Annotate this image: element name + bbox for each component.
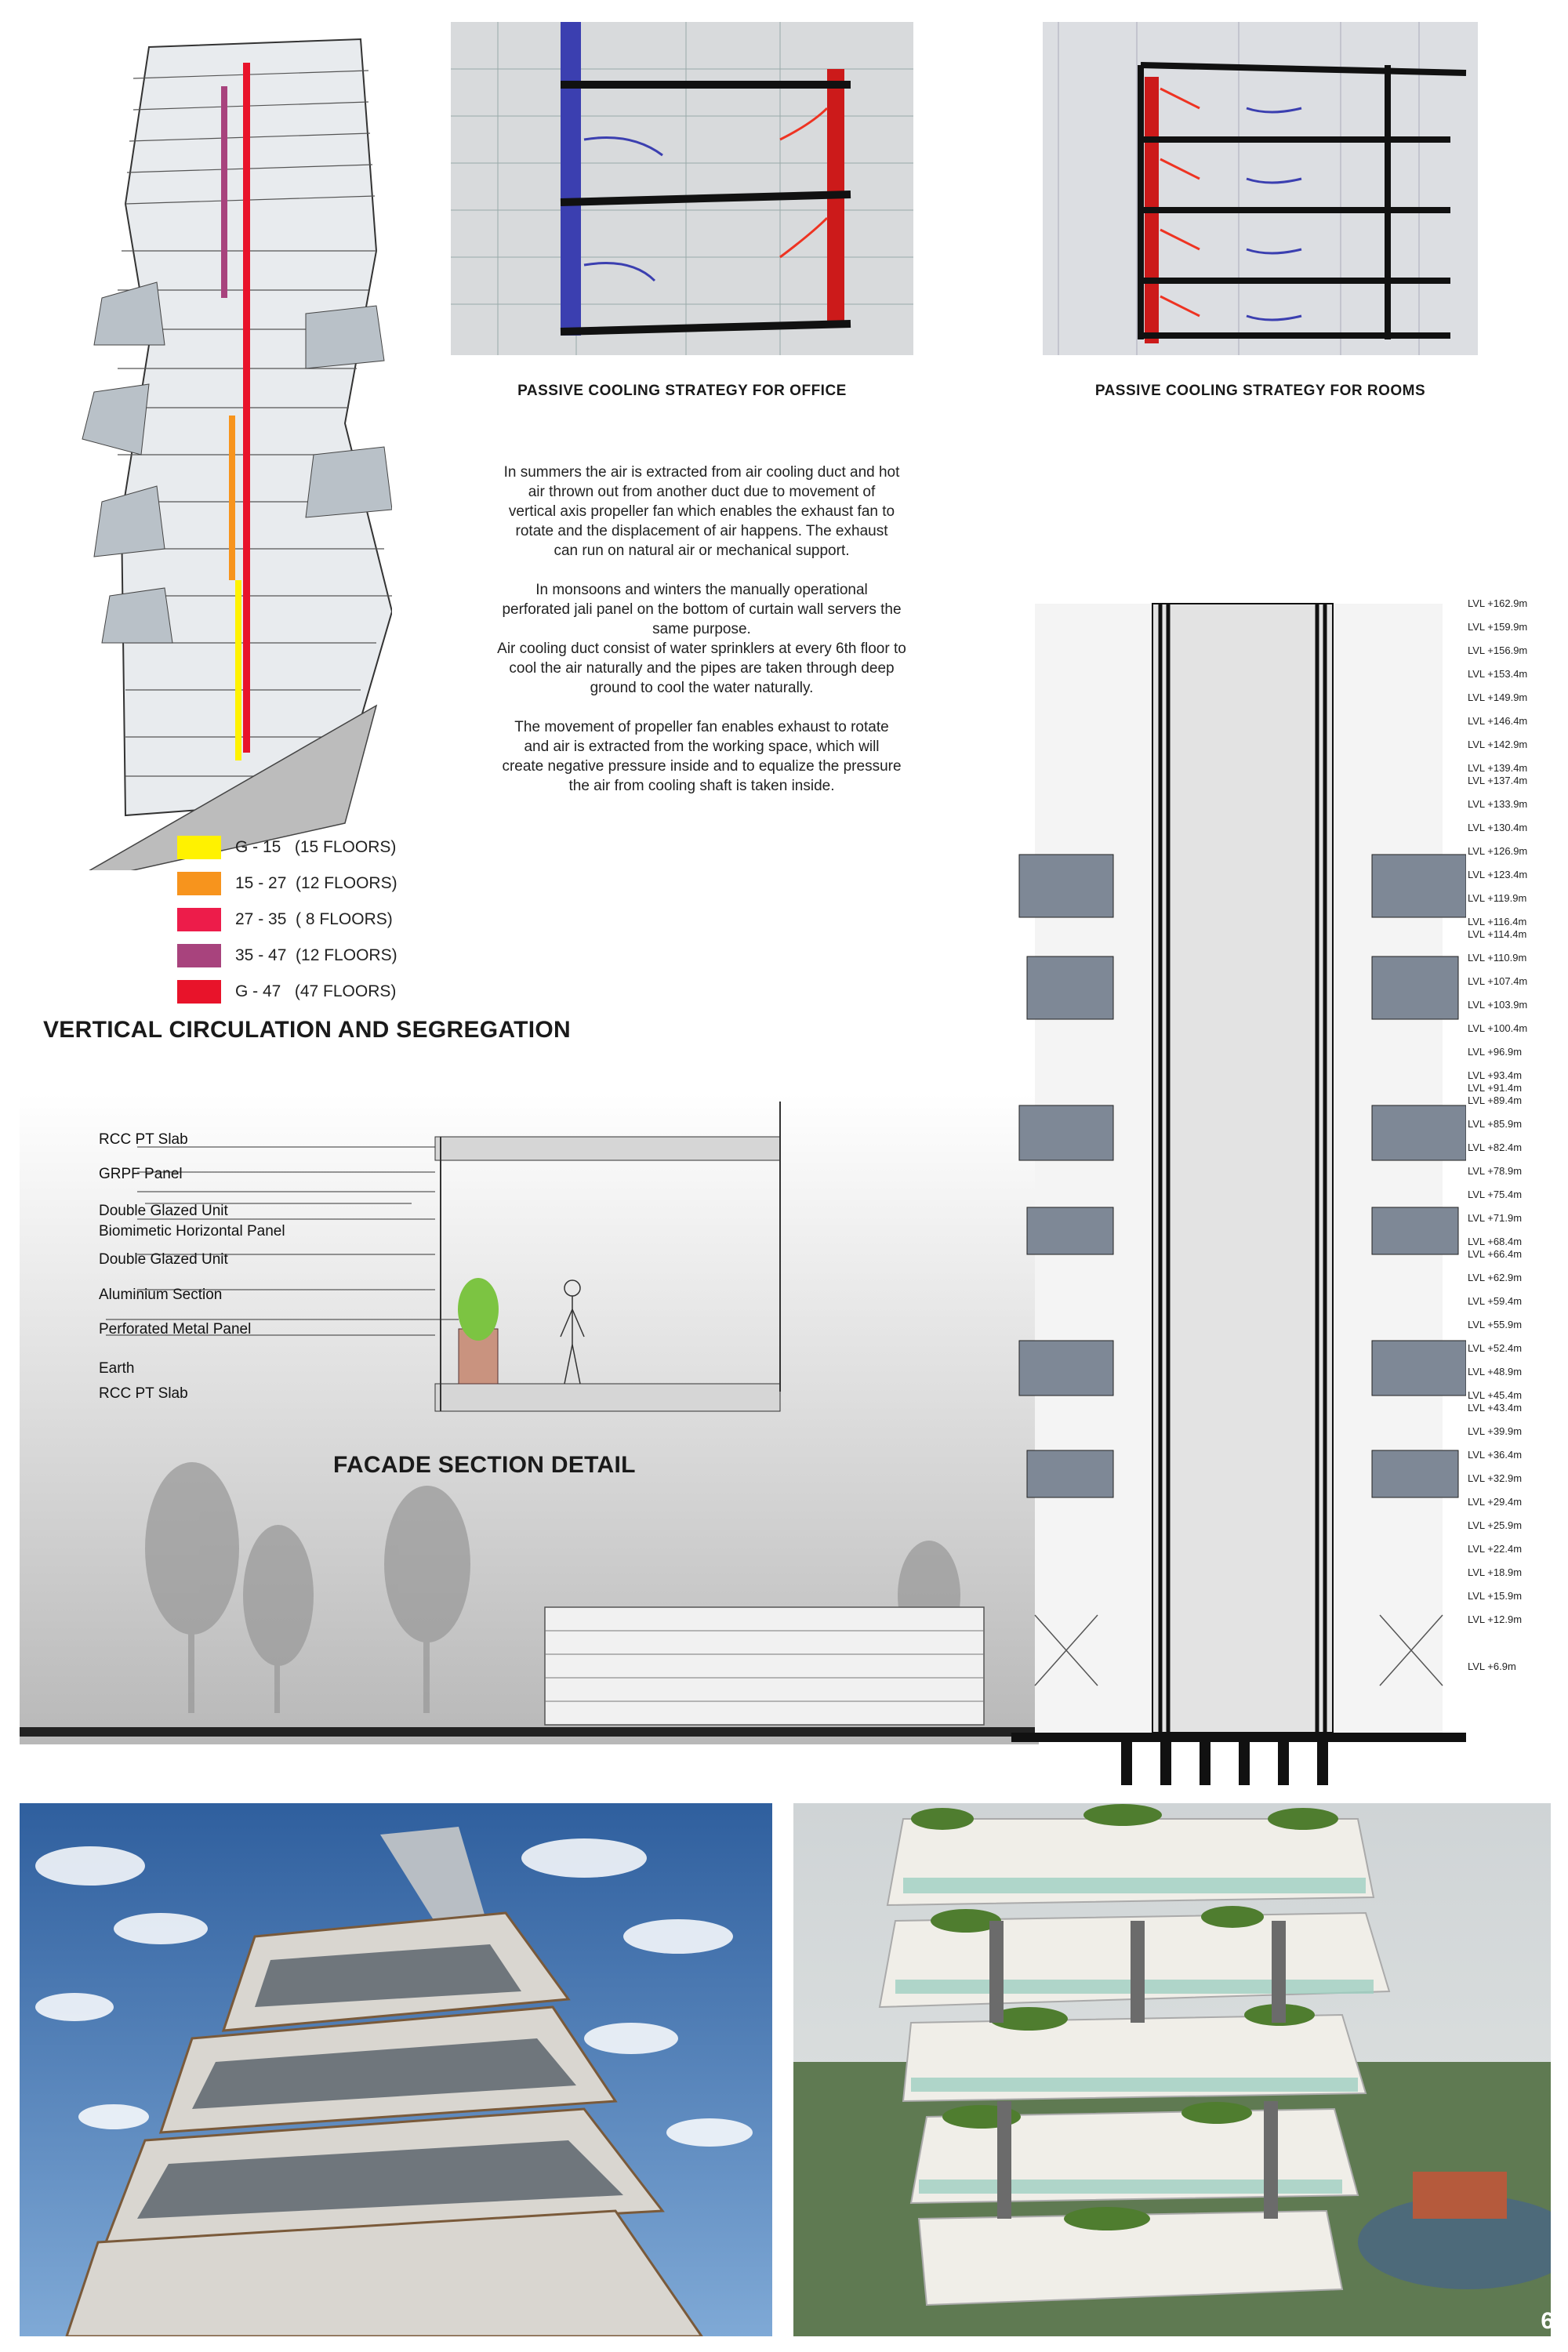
level-label: LVL +71.9m	[1468, 1212, 1523, 1224]
description-line: and air is extracted from the working space, which will	[524, 739, 880, 755]
level-label: LVL +48.9m	[1468, 1366, 1523, 1377]
facade-label-double-glazed-2: Double Glazed Unit	[99, 1251, 228, 1268]
legend-item-15-27	[177, 872, 397, 895]
level-label: LVL +100.4m	[1468, 1022, 1528, 1034]
render-aerial-view	[793, 1803, 1551, 2336]
level-label: LVL +55.9m	[1468, 1319, 1523, 1330]
level-label: LVL +126.9m	[1468, 845, 1528, 857]
level-label: LVL +116.4m	[1468, 916, 1527, 927]
level-label: LVL +142.9m	[1468, 739, 1528, 750]
level-label: LVL +107.4m	[1468, 975, 1528, 987]
level-label: LVL +119.9m	[1468, 892, 1527, 904]
legend-item-27-35	[177, 908, 393, 931]
legend-swatch	[177, 872, 221, 895]
legend-swatch	[177, 908, 221, 931]
facade-title: FACADE SECTION DETAIL	[333, 1452, 636, 1478]
legend-swatch	[177, 836, 221, 859]
level-label: LVL +162.9m	[1468, 597, 1528, 609]
level-label: LVL +59.4m	[1468, 1295, 1523, 1307]
description-line: perforated jali panel on the bottom of curtain wall servers the	[502, 601, 902, 618]
facade-label-rcc-slab-top: RCC PT Slab	[99, 1131, 188, 1148]
level-label: LVL +133.9m	[1468, 798, 1528, 810]
level-label: LVL +149.9m	[1468, 691, 1528, 703]
level-label: LVL +36.4m	[1468, 1449, 1523, 1461]
legend-item-g-47	[177, 980, 396, 1004]
description-line: Air cooling duct consist of water sprinklers at every 6th floor to	[497, 641, 906, 657]
description-line: air thrown out from another duct due to movement of	[528, 484, 876, 500]
level-label: LVL +153.4m	[1468, 668, 1528, 680]
description-line: rotate and the displacement of air happens. The exhaust	[515, 523, 888, 539]
level-label: LVL +75.4m	[1468, 1189, 1523, 1200]
legend-swatch	[177, 944, 221, 967]
building-section-elevation	[1011, 596, 1466, 1788]
description-line: the air from cooling shaft is taken inside.	[568, 778, 835, 794]
facade-label-biomimetic-panel: Biomimetic Horizontal Panel	[99, 1223, 285, 1240]
level-label: LVL +114.4m	[1468, 928, 1527, 940]
facade-label-aluminium-section: Aluminium Section	[99, 1287, 223, 1303]
level-label: LVL +137.4m	[1468, 775, 1528, 786]
rooms-cooling-section	[1043, 22, 1478, 355]
level-label: LVL +29.4m	[1468, 1496, 1523, 1508]
level-label: LVL +62.9m	[1468, 1272, 1523, 1283]
description-line: ground to cool the water naturally.	[590, 680, 814, 696]
level-label: LVL +89.4m	[1468, 1094, 1523, 1106]
description-line: In summers the air is extracted from air cooling duct and hot	[503, 464, 900, 481]
cooling-description	[451, 463, 953, 796]
legend-label: G - 47 (47 FLOORS)	[235, 982, 397, 1000]
facade-label-earth: Earth	[99, 1360, 135, 1377]
level-label: LVL +68.4m	[1468, 1236, 1523, 1247]
legend-label: 15 - 27 (12 FLOORS)	[235, 874, 397, 892]
facade-label-perforated-panel: Perforated Metal Panel	[99, 1321, 252, 1338]
facade-label-grpf-panel: GRPF Panel	[99, 1166, 183, 1182]
facade-label-double-glazed-1: Double Glazed Unit	[99, 1203, 228, 1219]
level-label: LVL +93.4m	[1468, 1069, 1523, 1081]
description-line: create negative pressure inside and to equalize the pressure	[502, 758, 902, 775]
level-label: LVL +123.4m	[1468, 869, 1528, 880]
level-label: LVL +18.9m	[1468, 1566, 1523, 1578]
legend-label: 35 - 47 (12 FLOORS)	[235, 946, 397, 964]
description-line: cool the air naturally and the pipes are taken through deep	[509, 660, 895, 677]
level-label: LVL +45.4m	[1468, 1389, 1523, 1401]
description-line: The movement of propeller fan enables exhaust to rotate	[514, 719, 889, 735]
facade-section-background	[20, 1094, 1039, 1744]
level-label: LVL +6.9m	[1468, 1661, 1516, 1672]
level-label: LVL +96.9m	[1468, 1046, 1523, 1058]
level-label: LVL +85.9m	[1468, 1118, 1523, 1130]
level-label: LVL +82.4m	[1468, 1142, 1523, 1153]
facade-label-rcc-slab-bottom: RCC PT Slab	[99, 1385, 188, 1402]
legend-label: G - 15 (15 FLOORS)	[235, 838, 397, 856]
level-label: LVL +130.4m	[1468, 822, 1528, 833]
level-label: LVL +15.9m	[1468, 1590, 1523, 1602]
level-label: LVL +39.9m	[1468, 1425, 1523, 1437]
description-line: vertical axis propeller fan which enables the exhaust fan to	[508, 503, 895, 520]
description-line: In monsoons and winters the manually operational	[535, 582, 868, 598]
render-sky-view	[20, 1803, 772, 2336]
circulation-title: VERTICAL CIRCULATION AND SEGREGATION	[43, 1017, 572, 1043]
rooms-cooling-caption: PASSIVE COOLING STRATEGY FOR ROOMS	[1094, 383, 1426, 399]
description-line: same purpose.	[652, 621, 751, 637]
legend-item-g-15	[177, 836, 396, 859]
level-label: LVL +52.4m	[1468, 1342, 1523, 1354]
office-cooling-caption: PASSIVE COOLING STRATEGY FOR OFFICE	[517, 383, 847, 399]
legend-label: 27 - 35 ( 8 FLOORS)	[235, 910, 393, 928]
level-label: LVL +32.9m	[1468, 1472, 1523, 1484]
level-label: LVL +146.4m	[1468, 715, 1528, 727]
level-label: LVL +156.9m	[1468, 644, 1528, 656]
level-label: LVL +159.9m	[1468, 621, 1528, 633]
level-label: LVL +103.9m	[1468, 999, 1528, 1011]
level-label: LVL +22.4m	[1468, 1543, 1523, 1555]
level-label: LVL +25.9m	[1468, 1519, 1523, 1531]
level-label: LVL +91.4m	[1468, 1082, 1523, 1094]
level-label: LVL +110.9m	[1468, 952, 1527, 964]
legend-swatch	[177, 980, 221, 1004]
page-number: 6	[1541, 2308, 1554, 2334]
level-label: LVL +12.9m	[1468, 1613, 1523, 1625]
level-label: LVL +43.4m	[1468, 1402, 1523, 1414]
level-label: LVL +66.4m	[1468, 1248, 1523, 1260]
tower-circulation-axonometric	[47, 16, 392, 870]
description-line: can run on natural air or mechanical support.	[554, 543, 850, 559]
legend-item-35-47	[177, 944, 397, 967]
level-label: LVL +139.4m	[1468, 762, 1528, 774]
level-label: LVL +78.9m	[1468, 1165, 1523, 1177]
office-cooling-section	[451, 22, 913, 355]
